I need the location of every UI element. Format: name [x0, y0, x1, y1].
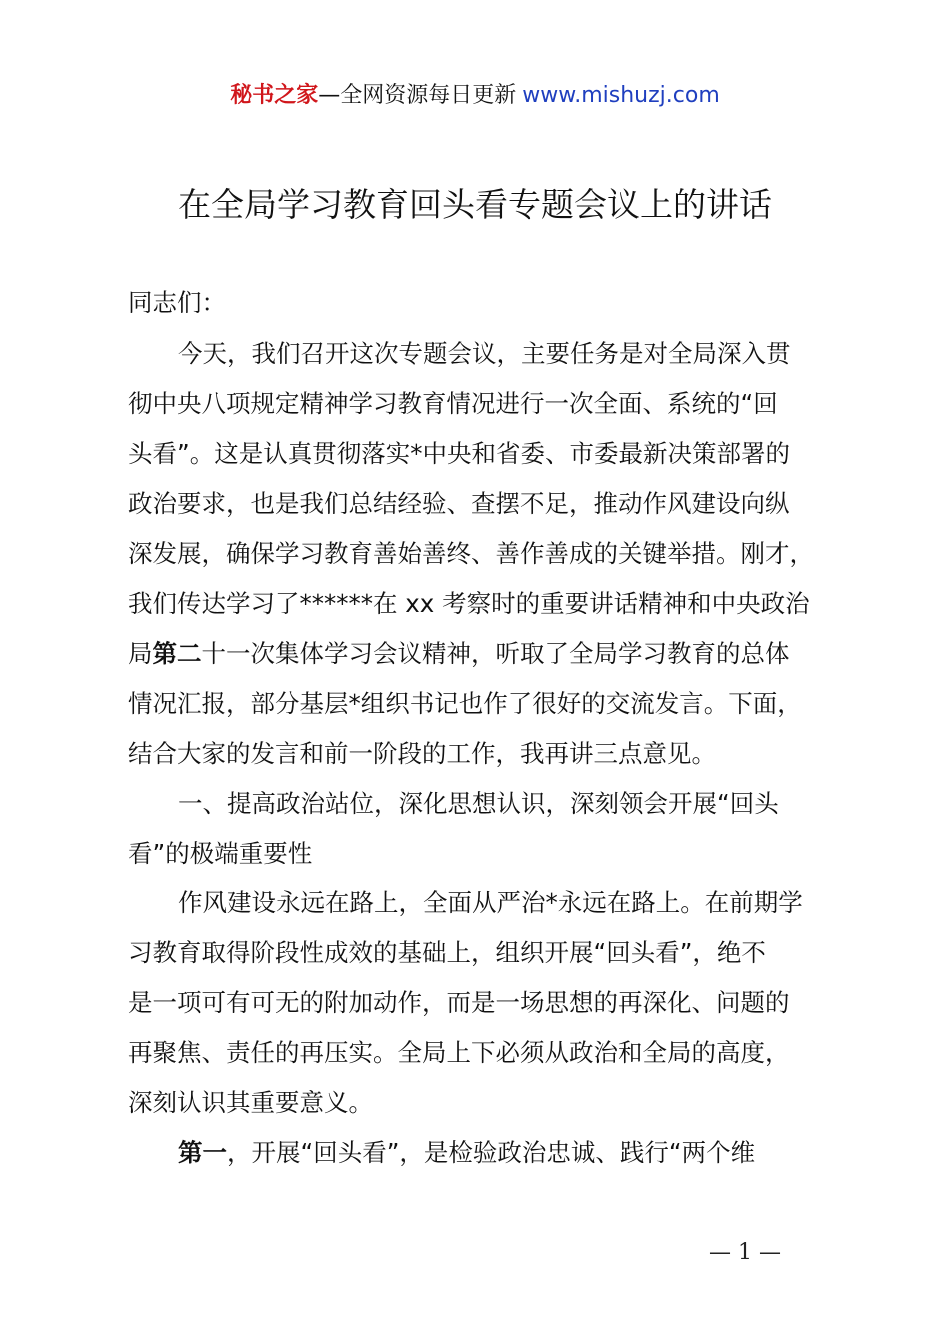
- site-header: [0, 80, 950, 112]
- body-text: ，开展“回头看”，是检验政治忠诚、践行“两个维: [227, 1138, 756, 1167]
- brand-name: 秘书之家: [230, 83, 319, 108]
- salutation: 同志们：: [128, 288, 226, 317]
- body-line: 作风建设永远在路上，全面从严治*永远在路上。在前期学: [178, 888, 803, 917]
- body-line: 头看”。这是认真贯彻落实*中央和省委、市委最新决策部署的: [128, 439, 790, 468]
- body-line: 深发展，确保学习教育善始善终、善作善成的关键举措。刚才，: [128, 539, 814, 568]
- header-dash: —: [318, 83, 341, 108]
- body-line: 再聚焦、责任的再压实。全局上下必须从政治和全局的高度，: [128, 1038, 790, 1067]
- section-heading: 一、提高政治站位，深化思想认识，深刻领会开展“回头: [178, 789, 779, 818]
- body-line: 情况汇报，部分基层*组织书记也作了很好的交流发言。下面，: [128, 689, 802, 718]
- body-text: 局: [128, 639, 153, 668]
- bold-text: 第二: [152, 639, 202, 668]
- body-line: 习教育取得阶段性成效的基础上，组织开展“回头看”，绝不: [128, 938, 766, 967]
- body-line: 是一项可有可无的附加动作，而是一场思想的再深化、问题的: [128, 988, 790, 1017]
- page-number: — 1 —: [709, 1240, 781, 1265]
- body-line: [128, 637, 790, 671]
- header-slogan: 全网资源每日更新: [340, 83, 517, 108]
- body-line: 深刻认识其重要意义。: [128, 1088, 373, 1117]
- body-line: [178, 1136, 755, 1170]
- document-title: 在全局学习教育回头看专题会议上的讲话: [178, 185, 772, 224]
- site-url-link[interactable]: www.mishuzj.com: [522, 83, 720, 108]
- body-text: 十一次集体学习会议精神，听取了全局学习教育的总体: [201, 639, 790, 668]
- body-line: 今天，我们召开这次专题会议，主要任务是对全局深入贯: [178, 339, 791, 368]
- section-heading: 看”的极端重要性: [128, 839, 313, 868]
- body-line: 我们传达学习了******在 xx 考察时的重要讲话精神和中央政治: [128, 589, 810, 618]
- body-line: 结合大家的发言和前一阶段的工作，我再讲三点意见。: [128, 739, 716, 768]
- body-line: 彻中央八项规定精神学习教育情况进行一次全面、系统的“回: [128, 389, 778, 418]
- bold-text: 第一: [178, 1138, 227, 1167]
- body-line: 政治要求，也是我们总结经验、查摆不足，推动作风建设向纵: [128, 489, 790, 518]
